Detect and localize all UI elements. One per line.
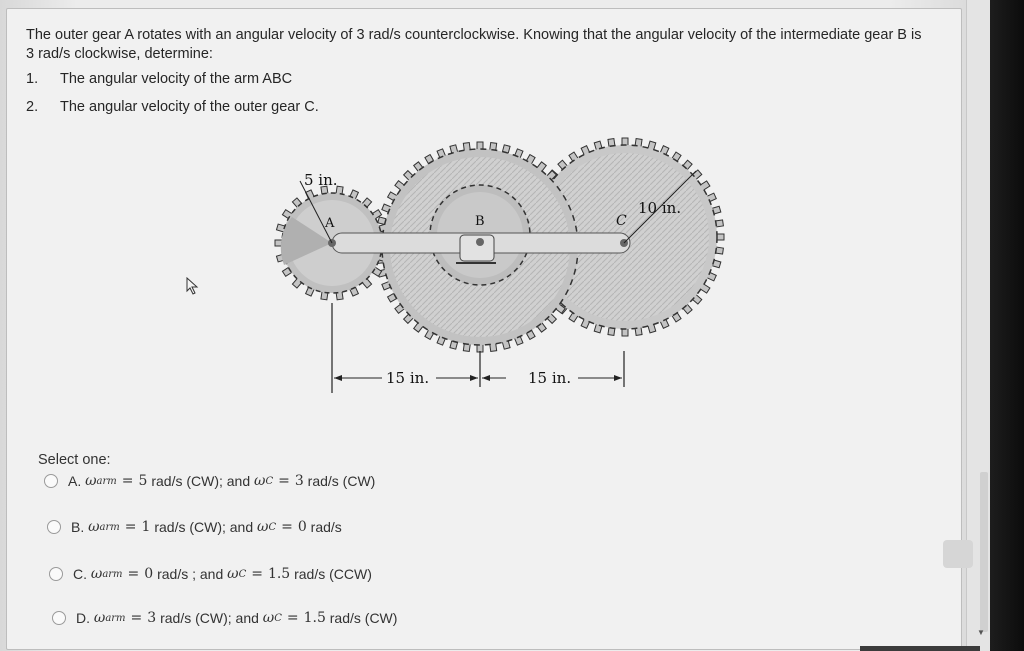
option-c[interactable]: C. ω arm = 0 rad/s ; and ω C = 1.5 rad/s (CCW)	[49, 566, 372, 582]
scrollbar-thumb[interactable]	[980, 472, 988, 632]
omega-symbol: ω	[90, 566, 103, 582]
c-value: 0	[297, 519, 307, 535]
taskbar-strip	[860, 646, 980, 651]
subscript-arm: arm	[102, 568, 123, 580]
arm-unit-text: rad/s (CW); and	[160, 610, 259, 626]
omega-symbol: ω	[227, 566, 239, 582]
dim-left-label: 15 in.	[386, 369, 430, 387]
question-line-1: The outer gear A rotates with an angular velocity of 3 rad/s counterclockwise. Knowing that the angular velocity of the intermediate gear B is	[26, 27, 922, 43]
c-unit-text: rad/s (CW)	[329, 610, 398, 626]
subscript-arm: arm	[105, 612, 126, 624]
select-one-label: Select one:	[38, 452, 111, 468]
radio-button[interactable]	[44, 474, 58, 488]
label-10in: 10 in.	[638, 199, 682, 217]
option-a[interactable]: A. ω arm = 5 rad/s (CW); and ω C = 3 rad/s (CW)	[44, 473, 375, 489]
dim-right-label: 15 in.	[528, 369, 572, 387]
gear-diagram	[260, 125, 740, 395]
arm-unit-text: rad/s (CW); and	[151, 473, 251, 489]
subscript-c: C	[268, 521, 277, 533]
subscript-arm: arm	[99, 521, 120, 533]
omega-symbol: ω	[85, 473, 97, 489]
omega-symbol: ω	[262, 610, 275, 626]
arm-value: 0	[144, 566, 154, 582]
arm-value: 3	[147, 610, 157, 626]
question-text	[26, 26, 956, 126]
c-unit-text: rad/s (CCW)	[294, 566, 372, 582]
label-5in: 5 in.	[304, 171, 338, 189]
omega-symbol: ω	[88, 519, 100, 535]
list-text: The angular velocity of the arm ABC	[60, 71, 293, 87]
omega-symbol: ω	[257, 519, 269, 535]
arm-unit-text: rad/s ; and	[157, 566, 224, 582]
list-number: 1.	[26, 71, 39, 87]
subscript-c: C	[265, 475, 274, 487]
side-panel-button[interactable]	[943, 540, 973, 568]
list-text: The angular velocity of the outer gear C.	[60, 99, 319, 115]
question-line-2: 3 rad/s clockwise, determine:	[26, 46, 213, 62]
c-value: 1.5	[267, 566, 291, 582]
omega-symbol: ω	[93, 610, 106, 626]
label-b: B	[475, 214, 485, 229]
label-c: C	[616, 213, 627, 229]
c-unit-text: rad/s	[310, 519, 342, 535]
question-list	[26, 70, 956, 117]
option-letter: C.	[73, 566, 87, 582]
list-number: 2.	[26, 99, 39, 115]
radio-button[interactable]	[47, 520, 61, 534]
option-letter: B.	[71, 519, 85, 535]
subscript-c: C	[274, 612, 282, 624]
omega-symbol: ω	[254, 473, 266, 489]
arm-unit-text: rad/s (CW); and	[154, 519, 254, 535]
option-d[interactable]: D. ω arm = 3 rad/s (CW); and ω C = 1.5 rad/s (CW)	[52, 610, 397, 626]
mouse-cursor-icon	[186, 277, 200, 295]
subscript-arm: arm	[96, 475, 117, 487]
list-item	[26, 70, 956, 89]
c-unit-text: rad/s (CW)	[307, 473, 376, 489]
scroll-down-arrow-icon[interactable]: ▼	[977, 628, 985, 637]
arm-value: 1	[141, 519, 151, 535]
option-b[interactable]: B. ω arm = 1 rad/s (CW); and ω C = 0 rad/s	[47, 519, 342, 535]
screen-edge	[990, 0, 1024, 651]
arm-value: 5	[138, 473, 148, 489]
subscript-c: C	[238, 568, 247, 580]
radio-button[interactable]	[52, 611, 66, 625]
option-letter: D.	[76, 610, 90, 626]
radio-button[interactable]	[49, 567, 63, 581]
list-item	[26, 98, 956, 117]
c-value: 3	[294, 473, 304, 489]
option-letter: A.	[68, 473, 82, 489]
label-a: A	[325, 216, 335, 231]
c-value: 1.5	[303, 610, 326, 626]
